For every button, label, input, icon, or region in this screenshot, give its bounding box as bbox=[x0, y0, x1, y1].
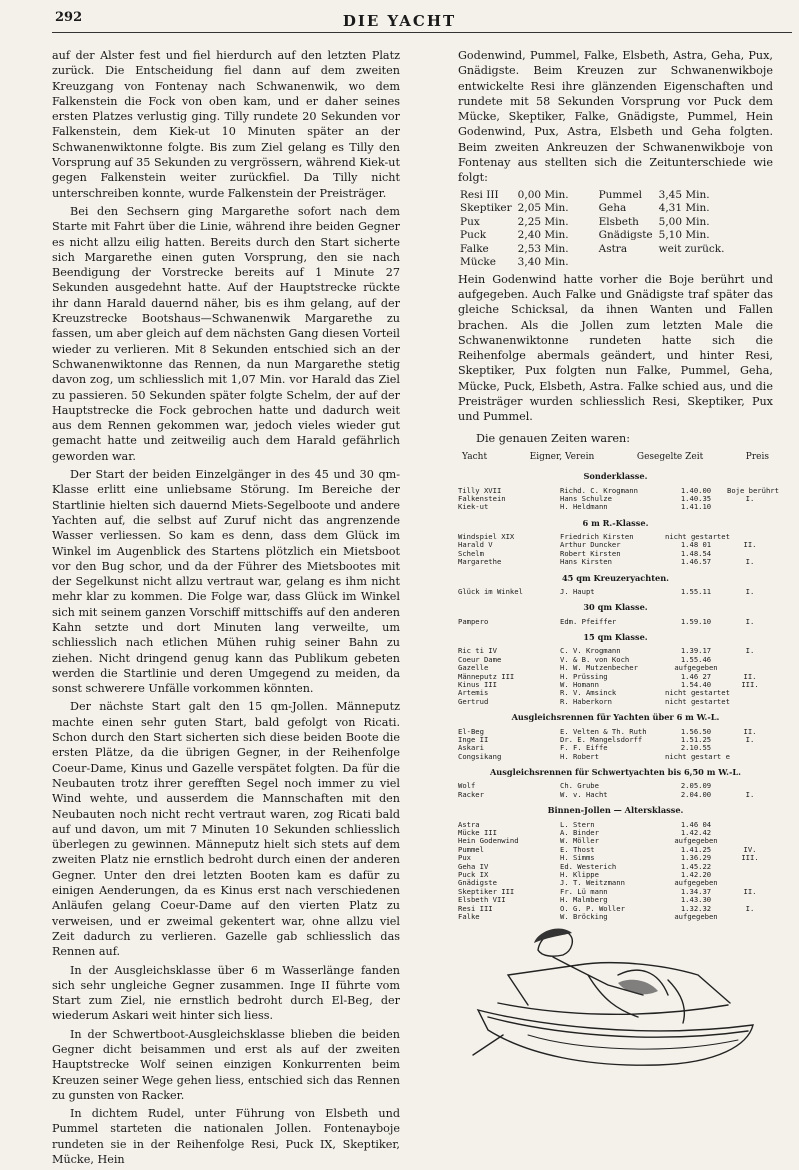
results-cell: H. Simms bbox=[560, 854, 595, 863]
results-cell: nicht gestartet bbox=[665, 688, 730, 698]
results-cell: 1.59.10 bbox=[680, 616, 712, 626]
results-cell: J. T. Weitzmann bbox=[560, 879, 625, 888]
results-row bbox=[458, 656, 773, 664]
header-yacht: Yacht bbox=[462, 451, 488, 462]
results-row bbox=[458, 871, 773, 879]
results-row bbox=[458, 495, 773, 503]
results-cell: Harald V bbox=[458, 541, 493, 550]
results-cell: Glück im Winkel bbox=[458, 587, 523, 596]
time-row bbox=[460, 229, 730, 243]
results-cell: I. bbox=[745, 616, 755, 626]
results-cell: Skeptiker III bbox=[458, 887, 515, 896]
results-cell: 1.54.40 bbox=[680, 680, 712, 689]
results-cell: 1.40.35 bbox=[680, 493, 712, 503]
results-cell: 1.43.30 bbox=[680, 895, 712, 905]
results-cell bbox=[727, 829, 773, 837]
results-cell: Windspiel XIX bbox=[458, 533, 515, 542]
results-cell: R. V. Amsinck bbox=[560, 689, 617, 698]
results-cell: Pampero bbox=[458, 617, 489, 626]
results-cell: Edm. Pfeiffer bbox=[560, 617, 617, 626]
results-cell: II. bbox=[743, 671, 757, 681]
results-cell: Congsikang bbox=[458, 752, 502, 761]
results-row bbox=[458, 782, 773, 790]
results-class-title: 15 qm Klasse. bbox=[583, 632, 648, 643]
results-cell: Artemis bbox=[458, 689, 489, 698]
results-intro: Die genauen Zeiten waren: bbox=[476, 431, 631, 445]
results-cell: 1.48.54 bbox=[680, 548, 712, 558]
results-cell: Pux bbox=[458, 854, 471, 863]
results-cell: Robert Kirsten bbox=[560, 549, 621, 558]
results-class-title: 30 qm Klasse. bbox=[583, 602, 648, 613]
results-cell: H. Klippe bbox=[560, 870, 599, 879]
time-cell: Mücke bbox=[460, 256, 496, 269]
time-row bbox=[460, 189, 730, 203]
header-owner: Eigner, Verein bbox=[529, 451, 595, 462]
results-cell: Gazelle bbox=[458, 664, 489, 673]
time-row bbox=[460, 216, 730, 230]
page-number: 292 bbox=[55, 10, 83, 25]
results-cell: Elsbeth VII bbox=[458, 896, 506, 905]
results-cell: E. Velten & Th. Ruth bbox=[560, 727, 647, 736]
results-cell: I. bbox=[745, 586, 755, 596]
results-cell: W. v. Hacht bbox=[560, 790, 608, 799]
results-cell: W. Homann bbox=[560, 681, 599, 689]
results-cell: 2.05.09 bbox=[680, 781, 712, 791]
results-cell: III. bbox=[741, 680, 759, 689]
results-class-title: 6 m R.-Klasse. bbox=[582, 517, 649, 528]
time-cell: 0,00 Min. bbox=[517, 188, 569, 201]
paragraph: In der Ausgleichsklasse über 6 m Wasserlänge fanden sich sehr ungleiche Gegner zusammen. Inge II führte vom Start zum Ziel, nie ernstlich bedroht durch El-Beg, der wiederum Askari weit hinter sich liess. bbox=[52, 963, 400, 1023]
results-cell: 1.46 04 bbox=[680, 819, 712, 829]
results-cell: aufgegeben bbox=[674, 836, 718, 846]
results-cell: I. bbox=[745, 789, 755, 799]
results-cell bbox=[727, 871, 773, 879]
results-cell: Männeputz III bbox=[458, 672, 515, 681]
time-cell bbox=[659, 256, 731, 270]
paragraph: Der nächste Start galt den 15 qm-Jollen. Männeputz machte einen sehr guten Start, bald gefolgt von Ricati. Schon durch den Start sicherten sich diese beiden Boote die ersten Plätze, da die übrigen Gegner, in der Reihenfolge Coeur-Dame, Kinus und Gazelle verspätet folgten. Da für die Neubauten trotz ihrer gerefften Segel noch immer zu viel Wind wehte, und ausserdem die Mannschaften mit den Neubauten noch nicht recht vertraut waren, zog Ricati bald auf und davon, um mit 7 Minuten 10 Sekunden schliesslich überlegen zu gewinnen. Männeputz hielt sich stets auf dem zweiten Platz nie ernstlich bedroht durch einen der anderen Gegner. Unter den drei letzten Booten kam es dafür zu einigen Aenderungen, da es Kinus erst nach verschiedenen Anläufen gelang Coeur-Dame auf den vierten Platz zu verweisen, und er zweimal gekentert war, ohne allzu viel Zeit dadurch zu verlieren. Gazelle gab schliesslich das Rennen auf. bbox=[52, 700, 400, 959]
results-row bbox=[458, 753, 773, 761]
time-cell: Pux bbox=[460, 215, 480, 228]
results-cell: 1.55.46 bbox=[680, 654, 712, 664]
results-cell: Geha IV bbox=[458, 862, 489, 871]
results-row bbox=[458, 791, 773, 799]
time-cell: Puck bbox=[460, 229, 487, 242]
time-cell: 2,25 Min. bbox=[517, 215, 569, 228]
results-table bbox=[458, 469, 779, 922]
time-cell: 5,10 Min. bbox=[658, 229, 710, 242]
time-cell: Elsbeth bbox=[598, 215, 639, 228]
results-cell: Racker bbox=[458, 790, 484, 799]
results-row bbox=[458, 728, 773, 736]
time-cell: 5,00 Min. bbox=[658, 215, 710, 228]
results-row bbox=[458, 558, 773, 566]
results-cell bbox=[727, 689, 773, 697]
results-row bbox=[458, 588, 773, 596]
results-class-title: Binnen-Jollen — Altersklasse. bbox=[547, 805, 684, 816]
results-cell: Arthur Duncker bbox=[560, 541, 621, 550]
results-row bbox=[458, 664, 773, 672]
results-cell: Astra bbox=[458, 820, 480, 829]
results-cell: J. Haupt bbox=[560, 587, 595, 596]
results-cell: Falkenstein bbox=[458, 494, 506, 503]
results-cell: Friedrich Kirsten bbox=[560, 533, 634, 542]
results-cell: Tilly XVII bbox=[458, 486, 502, 495]
results-cell: 1.48 01 bbox=[680, 540, 712, 550]
results-cell: E. Thost bbox=[560, 845, 595, 854]
results-cell: Gnädigste bbox=[458, 879, 497, 888]
time-differences-table bbox=[460, 189, 730, 270]
time-cell: Falke bbox=[460, 242, 489, 255]
results-cell: Gertrud bbox=[458, 697, 489, 706]
results-cell: El-Beg bbox=[458, 727, 484, 736]
results-cell: 1.42.42 bbox=[680, 827, 712, 837]
time-cell: Skeptiker bbox=[460, 202, 512, 215]
results-cell: aufgegeben bbox=[674, 912, 718, 922]
results-cell: V. & B. von Koch bbox=[560, 655, 630, 664]
results-cell: Kinus III bbox=[458, 681, 497, 689]
results-cell: W. Möller bbox=[560, 837, 599, 846]
results-cell: II. bbox=[743, 886, 757, 896]
results-cell: aufgegeben bbox=[674, 663, 718, 673]
results-cell: 2.10.55 bbox=[680, 743, 712, 753]
results-cell bbox=[727, 753, 773, 761]
paragraph: In der Schwertboot-Ausgleichsklasse blieben die beiden Gegner dicht beisammen und erst als auf der zweiten Hauptstrecke Wolf seinen einzigen Konkurrenten beim Kreuzen seiner Wege gehen liess, entschied sich das Rennen zu gunsten von Racker. bbox=[52, 1027, 400, 1102]
results-row bbox=[458, 888, 773, 896]
results-row bbox=[458, 485, 779, 495]
results-cell: 1.46.57 bbox=[680, 557, 712, 567]
left-column bbox=[52, 48, 400, 1170]
results-cell: Inge II bbox=[458, 735, 489, 744]
results-row bbox=[458, 846, 773, 854]
results-cell: 1.46 27 bbox=[680, 671, 712, 681]
time-cell: 2,53 Min. bbox=[517, 242, 569, 255]
results-cell: Schelm bbox=[458, 549, 484, 558]
time-cell: weit zurück. bbox=[658, 242, 725, 255]
results-cell: F. F. Eiffe bbox=[560, 744, 608, 753]
results-cell: A. Binder bbox=[560, 828, 599, 837]
results-cell: 1.40.00 bbox=[680, 485, 712, 495]
results-cell: Ed. Westerich bbox=[560, 862, 617, 871]
results-cell: Ric ti IV bbox=[458, 647, 497, 656]
results-cell: L. Stern bbox=[560, 820, 595, 829]
results-cell bbox=[727, 744, 773, 752]
results-cell: III. bbox=[741, 853, 759, 863]
results-row bbox=[458, 541, 773, 549]
results-cell: Mücke III bbox=[458, 828, 497, 837]
page-title: DIE YACHT bbox=[342, 12, 457, 30]
time-cell: 4,31 Min. bbox=[658, 202, 710, 215]
results-cell: I. bbox=[745, 734, 755, 744]
results-header bbox=[458, 450, 773, 465]
results-cell: aufgegeben bbox=[674, 878, 718, 888]
results-cell: Askari bbox=[458, 744, 484, 753]
time-row bbox=[460, 202, 730, 216]
results-cell: nicht gestartet bbox=[665, 696, 730, 706]
results-cell: 1.41.25 bbox=[680, 844, 712, 854]
results-cell: II. bbox=[743, 726, 757, 736]
results-row bbox=[458, 829, 773, 837]
results-cell: 1.41.10 bbox=[680, 502, 712, 512]
results-row bbox=[458, 863, 773, 871]
results-cell: Dr. E. Mangelsdorff bbox=[560, 735, 643, 744]
results-cell: 1.39.17 bbox=[680, 646, 712, 656]
results-cell: Richd. C. Krogmann bbox=[560, 486, 638, 495]
results-cell: I. bbox=[745, 493, 755, 503]
time-cell: 2,40 Min. bbox=[517, 229, 569, 242]
results-cell: 1.32.32 bbox=[680, 903, 712, 913]
results-cell: 1.34.37 bbox=[680, 886, 712, 896]
results-row bbox=[458, 503, 773, 511]
results-cell: C. V. Krogmann bbox=[560, 647, 621, 656]
paragraph: In dichtem Rudel, unter Führung von Elsbeth und Pummel starteten die nationalen Jollen. Fontenayboje rundeten sie in der Reihenfolge Resi, Puck IX, Skeptiker, Mücke, Hein bbox=[52, 1107, 400, 1167]
results-cell: Puck IX bbox=[458, 870, 489, 879]
results-cell: Hein Godenwind bbox=[458, 837, 519, 846]
results-row bbox=[458, 736, 773, 744]
time-cell: Pummel bbox=[598, 188, 642, 201]
results-cell: 2.04.00 bbox=[680, 789, 712, 799]
header-prize: Preis bbox=[745, 451, 769, 462]
results-cell: I. bbox=[745, 646, 755, 656]
results-row bbox=[458, 618, 773, 626]
results-cell: 1.45.22 bbox=[680, 861, 712, 871]
results-class-title: Ausgleichsrennen für Schwertyachten bis 6,50 m W.-L. bbox=[489, 767, 742, 778]
time-cell: Gnädigste bbox=[598, 229, 653, 242]
results-row bbox=[458, 896, 773, 904]
results-cell bbox=[727, 503, 773, 511]
results-row bbox=[458, 837, 773, 845]
time-cell: Resi III bbox=[460, 188, 499, 201]
time-cell bbox=[599, 256, 659, 270]
time-row bbox=[460, 256, 730, 270]
results-cell: I. bbox=[745, 557, 755, 567]
results-class-title: Sonderklasse. bbox=[583, 471, 648, 482]
paragraph: Godenwind, Pummel, Falke, Elsbeth, Astra, Geha, Pux, Gnädigste. Beim Kreuzen zur Schwanenwikboje entwickelte Resi ihre glänzenden Eigenschaften und rundete mit 58 Sekunden Vorsprung vor Puck dem Mücke, Skeptiker, Falke, Gnädigste, Pummel, Hein Godenwind, Pux, Astra, Elsbeth und Geha folgten. Beim zweiten Ankreuzen der Schwanenwikboje von Fontenay aus stellten sich die Zeitunterschiede wie folgt: bbox=[458, 49, 773, 185]
time-cell: Astra bbox=[598, 242, 628, 255]
results-cell: nicht gestart e bbox=[665, 751, 730, 761]
time-row bbox=[460, 243, 730, 257]
results-cell: 1.55.11 bbox=[680, 586, 712, 596]
results-cell: Margarethe bbox=[458, 558, 502, 567]
results-row bbox=[458, 698, 773, 706]
results-class-title: Ausgleichsrennen für Yachten über 6 m W.-L. bbox=[511, 712, 720, 723]
results-cell: nicht gestartet bbox=[665, 532, 730, 542]
results-cell: H. Heldmann bbox=[560, 503, 608, 512]
results-cell: Falke bbox=[458, 913, 480, 922]
results-cell: I. bbox=[745, 903, 755, 913]
results-cell: Ch. Grube bbox=[560, 782, 599, 791]
results-cell: Hans Kirsten bbox=[560, 558, 612, 567]
time-cell: 3,45 Min. bbox=[658, 188, 710, 201]
results-cell: Hans Schulze bbox=[560, 494, 612, 503]
results-cell: Coeur Dame bbox=[458, 655, 502, 664]
results-row bbox=[458, 821, 773, 829]
results-cell: Pummel bbox=[458, 845, 484, 854]
results-row bbox=[458, 673, 773, 681]
results-cell: Kiek-ut bbox=[458, 503, 489, 512]
paragraph: Bei den Sechsern ging Margarethe sofort nach dem Starte mit Fahrt über die Linie, während ihre beiden Gegner es nicht allzu eilig hatten. Bereits durch den Start sicherte sich Margarethe einen guten Vorsprung, den sie nach Beendigung der Vorstrecke bereits auf 1 Minute 27 Sekunden ausgedehnt hatte. Auf der Hauptstrecke rückte ihr dann Harald dauernd näher, bis es ihm gelang, auf der Kreuzstrecke Bootshaus—Schwanenwik Margarethe zu fassen, um aber gleich auf dem nächsten Gang diesen Vorteil wieder zu verlieren. Mit 8 Sekunden entschied sich an der Schwanenwiktonne das Rennen, da nun Margarethe stetig davon zog, um schliesslich mit 1,07 Min. vor Harald das Ziel zu passieren. 50 Sekunden später folgte Schelm, der auf der Hauptstrecke die Fock gebrochen hatte und dadurch weit aus dem Rennen gekommen war, jedoch vieles wieder gut gemacht hatte und zeitweilig auch dem Harald gefährlich geworden war. bbox=[52, 204, 400, 463]
results-cell: H. W. Mutzenbecher bbox=[560, 664, 638, 673]
results-cell: 1.42.20 bbox=[680, 869, 712, 879]
results-row bbox=[458, 854, 773, 862]
results-cell: R. Haberkorn bbox=[560, 697, 612, 706]
results-row bbox=[458, 879, 773, 887]
results-cell bbox=[727, 821, 773, 829]
header-rule bbox=[52, 32, 792, 33]
paragraph: auf der Alster fest und fiel hierdurch auf den letzten Platz zurück. Die Entscheidung fiel dann auf dem zweiten Kreuzgang von Fontenay nach Schwanenwik, wo dem Falkenstein die Fock von oben kam, und er daher seines ersten Platzes verlustig ging. Tilly rundete 20 Sekunden vor Falkenstein, dem Kiek-ut 10 Minuten später an der Schwanenwiktonne folgte. Bis zum Ziel gelang es Tilly den Vorsprung auf 35 Sekunden zu vergrössern, während Kiek-ut gegen Falkenstein weiter zurückfiel. Da Tilly nicht unterschreiben konnte, wurde Falkenstein der Preisträger. bbox=[52, 49, 400, 200]
results-cell: Boje berührt bbox=[727, 485, 779, 495]
paragraph: Der Start der beiden Einzelgänger in des 45 und 30 qm-Klasse erlitt eine unliebsame Störung. Im Bereiche der Startlinie hielten sich dauernd Miets-Segelboote und andere Yachten auf, die selbst auf Zuruf nicht das angrenzende Wasser verliessen. So kam es denn, dass dem Glück im Winkel im Augenblick des Startens plötzlich ein Mietsboot vor den Bug schor, und da der Führer des Mietsbootes mit der Segelkunst nicht allzu vertraut war, gelang es ihm nicht mehr klar zu kommen. Die Folge war, dass Glück im Winkel sich mit seinem ganzen Vorschiff mittschiffs auf den anderen Kahn setzte und dort Minuten lang verweilte, um schliesslich nach etlichen Mühen ruhig seiner Bahn zu ziehen. Nicht dringend genug kann das Publikum gebeten werden die Startlinie und deren Umgegend zu meiden, da sonst schwerere Unfälle vorkommen könnten. bbox=[52, 468, 400, 696]
results-cell: W. Bröcking bbox=[560, 913, 608, 922]
results-cell: H. Prüssing bbox=[560, 672, 608, 681]
results-cell: H. Malmberg bbox=[560, 896, 608, 905]
results-cell: Resi III bbox=[458, 904, 493, 913]
results-cell bbox=[727, 698, 773, 706]
time-cell: 2,05 Min. bbox=[517, 202, 569, 215]
results-cell: 1.51.25 bbox=[680, 734, 712, 744]
time-cell: 3,40 Min. bbox=[517, 256, 569, 269]
results-row bbox=[458, 550, 773, 558]
results-cell: 1.56.50 bbox=[680, 726, 712, 736]
results-cell: IV. bbox=[743, 844, 757, 854]
results-row bbox=[458, 533, 773, 541]
results-cell: O. G. P. Woller bbox=[560, 904, 625, 913]
results-cell: Fr. Lü mann bbox=[560, 887, 608, 896]
results-cell: H. Robert bbox=[560, 752, 599, 761]
time-cell: Geha bbox=[598, 202, 627, 215]
results-cell: 1.36.29 bbox=[680, 853, 712, 863]
results-cell: II. bbox=[743, 540, 757, 550]
sailor-in-boat-illustration bbox=[468, 905, 768, 1070]
right-column bbox=[458, 48, 779, 922]
header-time: Gesegelte Zeit bbox=[636, 451, 704, 462]
results-cell bbox=[727, 656, 773, 664]
results-cell: Wolf bbox=[458, 782, 476, 791]
results-cell bbox=[727, 863, 773, 871]
results-row bbox=[458, 647, 773, 655]
results-class-title: 45 qm Kreuzeryachten. bbox=[561, 572, 670, 583]
paragraph: Hein Godenwind hatte vorher die Boje berührt und aufgegeben. Auch Falke und Gnädigste traf später das gleiche Schicksal, da ihnen Wanten und Fallen brachen. Als die Jollen zum letzten Male die Schwanenwiktonne rundeten hatte sich die Reihenfolge abermals geändert, und hinter Resi, Skeptiker, Pux folgten nun Falke, Pummel, Geha, Mücke, Puck, Elsbeth, Astra. Falke schied aus, und die Preisträger wurden schliesslich Resi, Skeptiker, Pux und Pummel. bbox=[458, 272, 773, 424]
